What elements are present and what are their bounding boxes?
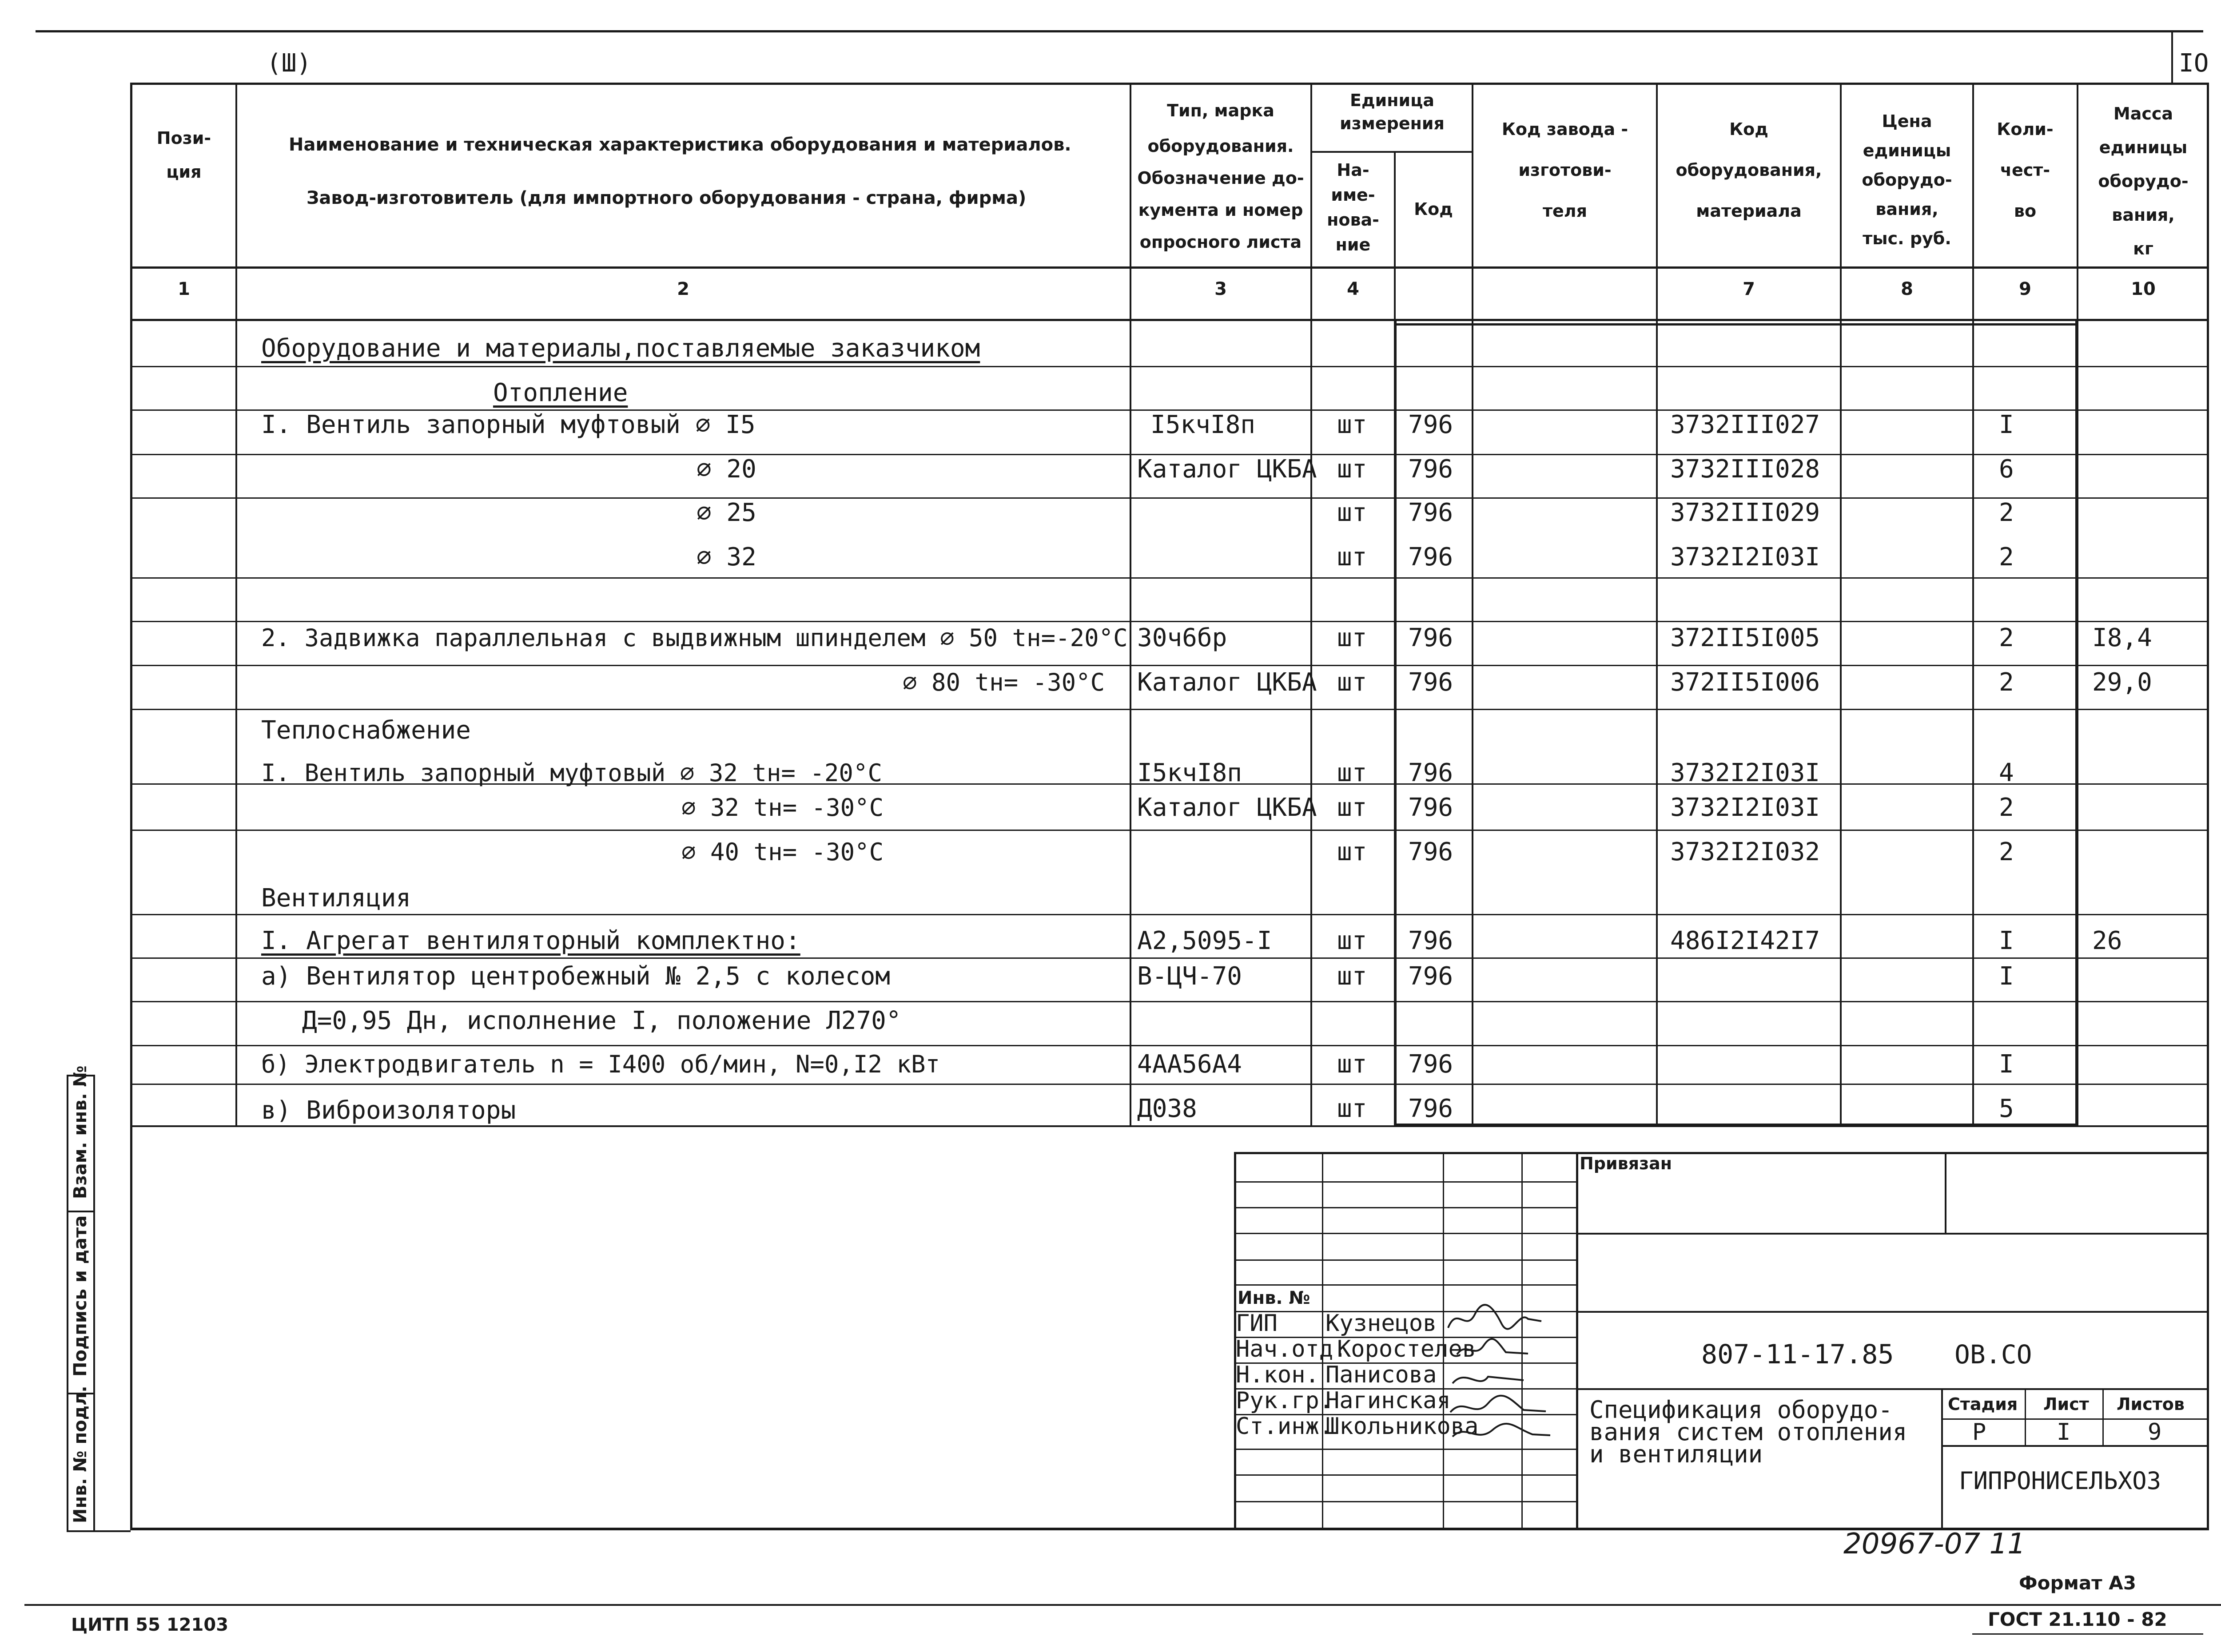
sheets-value: 9 [2148,1419,2162,1446]
table-row: ∅ 20 [697,455,756,484]
document-mark: ОВ.СО [1954,1339,2032,1370]
table-row: в) Виброизоляторы [261,1096,516,1125]
signer-role-head: Нач.отд. [1236,1336,1347,1362]
sheets-label: Листов [2117,1394,2185,1414]
signer-role-group: Рук.гр. [1236,1387,1333,1414]
side-label-replacement-inv: Взам. инв. № [70,1065,91,1199]
frame-outer-bottom-line [24,1604,2221,1606]
table-row: I. Вентиль запорный муфтовый ∅ I5 [261,410,756,439]
stage-label: Стадия [1948,1394,2018,1414]
signer-name-group: Нагинская [1325,1387,1451,1414]
hdr-factory-code: Код завода - изготови- теля [1501,119,1628,221]
table-row: ∅ 80 tн= -30°С [903,668,1105,696]
colnum-3: 3 [1214,279,1227,299]
attached-label: Привязан [1580,1154,1672,1173]
table-top [130,83,2209,85]
colnum-10: 10 [2131,279,2156,299]
colnum-2: 2 [677,279,689,299]
table-left [130,83,132,1530]
sheet-value: I [2057,1419,2071,1446]
table-row: ∅ 25 [697,498,756,527]
section-heading-customer: Оборудование и материалы,поставляемые заказчиком [261,334,980,363]
side-label-inv-orig: Инв. № подл. [70,1386,91,1523]
table-row: б) Электродвигатель n = I400 об/мин, N=0,I2 кВт [261,1050,940,1078]
signer-role-gip: ГИП [1236,1310,1278,1337]
signer-name-head: Коростелев [1337,1336,1477,1362]
document-title: Спецификация оборудо- вания систем отопления и вентиляции [1589,1396,1907,1468]
colnum-9: 9 [2019,279,2031,299]
table-row: а) Вентилятор центробежный № 2,5 с колесом [261,962,891,991]
archive-number: 20967-07 11 [1843,1528,2026,1561]
hdr-type: Тип, марка оборудования. Обозначение до- кумента и номер опросного листа [1137,101,1304,252]
hdr-position: Пози- ция [156,128,211,182]
hdr-equipment-code: Код оборудования, материала [1676,119,1822,221]
frame-right-lower [2207,1126,2209,1530]
section-ventilation: Вентиляция [261,884,411,913]
signer-name-engineer: Школьникова [1325,1413,1479,1440]
hdr-unit-code: Код [1414,199,1453,219]
sheet-number: IO [2179,49,2209,78]
table-row: I. Вентиль запорный муфтовый ∅ 32 tн= -20°С [261,759,882,787]
colnum-4: 4 [1347,279,1359,299]
gost-label: ГОСТ 21.110 - 82 [1988,1608,2167,1630]
section-heating: Отопление [493,378,628,407]
header-bottom [130,266,2209,269]
sheet-box-left [2171,31,2173,83]
section-heat-supply: Теплоснабжение [261,716,471,745]
signer-role-control: Н.кон. [1236,1362,1319,1388]
stage-value: Р [1972,1419,1986,1446]
signatures [1439,1301,1581,1448]
printer-mark: ЦИТП 55 12103 [71,1615,229,1635]
table-row: ∅ 32 [697,543,756,572]
table-row: 2. Задвижка параллельная с выдвижным шпинделем ∅ 50 tн=-20°С [261,624,1128,652]
colnum-7: 7 [1743,279,1755,299]
organization: ГИПРОНИСЕЛЬХОЗ [1959,1467,2161,1495]
inv-label: Инв. № [1238,1288,1310,1308]
signer-name-control: Панисова [1325,1362,1437,1388]
hdr-unit-name: На- име- нова- ние [1327,160,1379,254]
table-row: I. Агрегат вентиляторный комплектно: [261,926,800,955]
section-mark: (Ш) [267,49,312,78]
hdr-unit-group: Единица измерения [1340,91,1445,133]
colnum-bottom [130,319,2209,321]
colnum-8: 8 [1901,279,1913,299]
side-label-signature-date: Подпись и дата [70,1215,91,1377]
table-row: ∅ 40 tн= -30°С [681,838,884,866]
format-label: Формат А3 [2019,1572,2136,1594]
signer-name-gip: Кузнецов [1325,1310,1437,1337]
hdr-price: Цена единицы оборудо- вания, тыс. руб. [1862,111,1952,248]
table-row: Д=0,95 Дн, исполнение I, положение Л270° [302,1006,901,1035]
table-row: ∅ 32 tн= -30°С [681,794,884,822]
colnum-1: 1 [178,279,190,299]
hdr-mass: Масса единицы оборудо- вания, кг [2098,104,2189,258]
frame-top-line [36,30,2203,32]
hdr-name: Наименование и техническая характеристика оборудования и материалов. Завод-изготовитель (для импортного оборудования - страна, фирма) [289,135,1071,208]
sheet-label: Лист [2043,1394,2089,1414]
signer-role-engineer: Ст.инж. [1236,1413,1333,1440]
document-code: 807-11-17.85 [1701,1339,1894,1370]
hdr-quantity: Коли- чест- во [1997,119,2054,221]
